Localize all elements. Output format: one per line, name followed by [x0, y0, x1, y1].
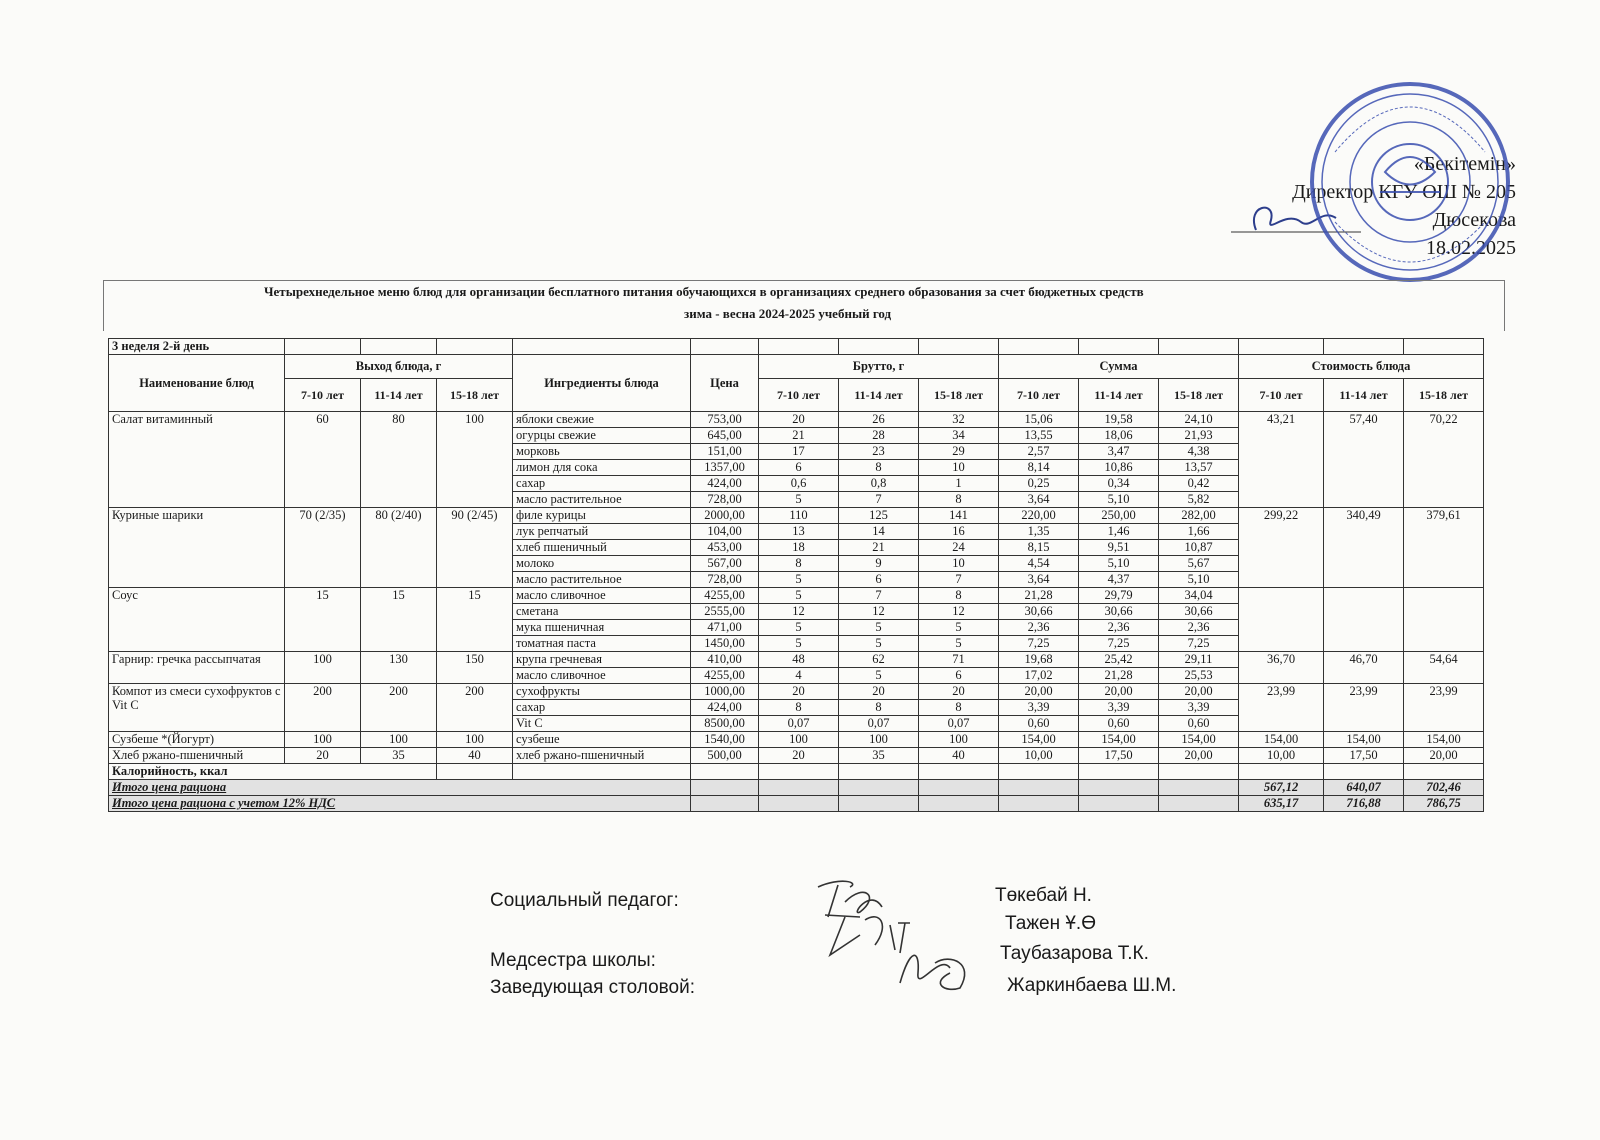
- sum-cell: 2,36: [1079, 620, 1159, 636]
- brutto-cell: 71: [919, 652, 999, 668]
- yield-cell: 60: [285, 412, 361, 508]
- header-age: 15-18 лет: [437, 379, 513, 412]
- social-pedagog-name2: Тажен Ұ.Ө: [1005, 913, 1096, 934]
- table-row: [109, 588, 1484, 604]
- header-ages-row: [109, 379, 1484, 412]
- header-age: 11-14 лет: [1324, 379, 1404, 412]
- yield-cell: 200: [437, 684, 513, 732]
- sum-cell: 10,86: [1079, 460, 1159, 476]
- ingredient-cell: лимон для сока: [513, 460, 691, 476]
- week-day-row: [109, 339, 1484, 355]
- calories-row: [109, 764, 1484, 780]
- sum-cell: 2,36: [999, 620, 1079, 636]
- brutto-cell: 24: [919, 540, 999, 556]
- yield-cell: 90 (2/45): [437, 508, 513, 588]
- total-value: 567,12: [1239, 780, 1324, 796]
- header-row: [109, 355, 1484, 379]
- brutto-cell: 14: [839, 524, 919, 540]
- sum-cell: 4,38: [1159, 444, 1239, 460]
- sum-cell: 154,00: [1079, 732, 1159, 748]
- sum-cell: 1,35: [999, 524, 1079, 540]
- brutto-cell: 100: [919, 732, 999, 748]
- header-yield: Выход блюда, г: [285, 355, 513, 379]
- brutto-cell: 8: [839, 700, 919, 716]
- price-cell: 753,00: [691, 412, 759, 428]
- brutto-cell: 62: [839, 652, 919, 668]
- brutto-cell: 6: [919, 668, 999, 684]
- total-value: 702,46: [1404, 780, 1484, 796]
- sum-cell: 4,37: [1079, 572, 1159, 588]
- ingredient-cell: огурцы свежие: [513, 428, 691, 444]
- sum-cell: 2,57: [999, 444, 1079, 460]
- sum-cell: 154,00: [999, 732, 1079, 748]
- title-line1: Четырехнедельное меню блюд для организации бесплатного питания обучающихся в организациях среднего образования за счет бюджетных средств: [264, 284, 1144, 299]
- sum-cell: 8,15: [999, 540, 1079, 556]
- sum-cell: 7,25: [999, 636, 1079, 652]
- cost-cell: 154,00: [1404, 732, 1484, 748]
- yield-cell: 200: [285, 684, 361, 732]
- brutto-cell: 6: [839, 572, 919, 588]
- sum-cell: 19,58: [1079, 412, 1159, 428]
- cost-cell: 57,40: [1324, 412, 1404, 508]
- header-age: 11-14 лет: [1079, 379, 1159, 412]
- brutto-cell: 5: [759, 636, 839, 652]
- sum-cell: 3,39: [1159, 700, 1239, 716]
- price-cell: 2000,00: [691, 508, 759, 524]
- brutto-cell: 20: [919, 684, 999, 700]
- sum-cell: 4,54: [999, 556, 1079, 572]
- price-cell: 500,00: [691, 748, 759, 764]
- approval-line1: «Бекітемін»: [1413, 153, 1516, 175]
- yield-cell: 130: [361, 652, 437, 684]
- cost-cell: [1239, 588, 1324, 652]
- sum-cell: 20,00: [1159, 684, 1239, 700]
- dish-name-cell: Компот из смеси сухофруктов с Vit C: [109, 684, 285, 732]
- brutto-cell: 4: [759, 668, 839, 684]
- brutto-cell: 13: [759, 524, 839, 540]
- dish-name-cell: Сузбеше *(Йогурт): [109, 732, 285, 748]
- cost-cell: 23,99: [1324, 684, 1404, 732]
- sum-cell: 1,46: [1079, 524, 1159, 540]
- header-age: 7-10 лет: [759, 379, 839, 412]
- sum-cell: 3,64: [999, 492, 1079, 508]
- cost-cell: 10,00: [1239, 748, 1324, 764]
- sum-cell: 20,00: [999, 684, 1079, 700]
- cost-cell: 23,99: [1404, 684, 1484, 732]
- total-vat-value: 635,17: [1239, 796, 1324, 812]
- sum-cell: 3,39: [1079, 700, 1159, 716]
- school-seal-stamp: [1305, 72, 1515, 292]
- table-row: [109, 652, 1484, 668]
- sum-cell: 30,66: [999, 604, 1079, 620]
- price-cell: 645,00: [691, 428, 759, 444]
- sum-cell: 8,14: [999, 460, 1079, 476]
- price-cell: 1357,00: [691, 460, 759, 476]
- sum-cell: 0,60: [1079, 716, 1159, 732]
- header-age: 15-18 лет: [1404, 379, 1484, 412]
- brutto-cell: 8: [919, 588, 999, 604]
- brutto-cell: 5: [919, 620, 999, 636]
- sum-cell: 9,51: [1079, 540, 1159, 556]
- brutto-cell: 5: [759, 588, 839, 604]
- cost-cell: 23,99: [1239, 684, 1324, 732]
- sum-cell: 30,66: [1079, 604, 1159, 620]
- sum-cell: 5,10: [1159, 572, 1239, 588]
- brutto-cell: 1: [919, 476, 999, 492]
- title-line2: зима - весна 2024-2025 учебный год: [684, 306, 892, 321]
- price-cell: 2555,00: [691, 604, 759, 620]
- brutto-cell: 40: [919, 748, 999, 764]
- brutto-cell: 100: [759, 732, 839, 748]
- brutto-cell: 6: [759, 460, 839, 476]
- cost-cell: 299,22: [1239, 508, 1324, 588]
- sum-cell: 21,28: [999, 588, 1079, 604]
- ingredient-cell: лук репчатый: [513, 524, 691, 540]
- sum-cell: 29,79: [1079, 588, 1159, 604]
- dish-name-cell: Хлеб ржано-пшеничный: [109, 748, 285, 764]
- sum-cell: 0,60: [999, 716, 1079, 732]
- ingredient-cell: сахар: [513, 476, 691, 492]
- sum-cell: 5,10: [1079, 556, 1159, 572]
- brutto-cell: 5: [839, 668, 919, 684]
- cost-cell: 17,50: [1324, 748, 1404, 764]
- sum-cell: 1,66: [1159, 524, 1239, 540]
- brutto-cell: 9: [839, 556, 919, 572]
- brutto-cell: 10: [919, 556, 999, 572]
- approval-line3: Дюсекова: [1432, 209, 1516, 231]
- brutto-cell: 110: [759, 508, 839, 524]
- sum-cell: 10,00: [999, 748, 1079, 764]
- cost-cell: 340,49: [1324, 508, 1404, 588]
- ingredient-cell: хлеб пшеничный: [513, 540, 691, 556]
- approval-line2: Директор КГУ ОШ № 205: [1292, 181, 1516, 203]
- sum-cell: 3,47: [1079, 444, 1159, 460]
- ingredient-cell: томатная паста: [513, 636, 691, 652]
- dish-name-cell: Салат витаминный: [109, 412, 285, 508]
- week-day-label: 3 неделя 2-й день: [109, 339, 285, 355]
- price-cell: 728,00: [691, 492, 759, 508]
- ingredient-cell: масло сливочное: [513, 668, 691, 684]
- header-age: 11-14 лет: [839, 379, 919, 412]
- total-vat-label: Итого цена рациона с учетом 12% НДС: [109, 796, 691, 812]
- price-cell: 1450,00: [691, 636, 759, 652]
- header-age: 15-18 лет: [919, 379, 999, 412]
- dish-name-cell: Соус: [109, 588, 285, 652]
- header-brutto: Брутто, г: [759, 355, 999, 379]
- yield-cell: 100: [285, 652, 361, 684]
- canteen-label: Заведующая столовой:: [490, 977, 696, 998]
- cost-cell: 20,00: [1404, 748, 1484, 764]
- brutto-cell: 10: [919, 460, 999, 476]
- price-cell: 1000,00: [691, 684, 759, 700]
- sum-cell: 0,42: [1159, 476, 1239, 492]
- ingredient-cell: мука пшеничная: [513, 620, 691, 636]
- brutto-cell: 8: [839, 460, 919, 476]
- sum-cell: 34,04: [1159, 588, 1239, 604]
- cost-cell: 154,00: [1324, 732, 1404, 748]
- sum-cell: 250,00: [1079, 508, 1159, 524]
- header-dish: Наименование блюд: [109, 355, 285, 412]
- price-cell: 728,00: [691, 572, 759, 588]
- yield-cell: 40: [437, 748, 513, 764]
- cost-cell: 46,70: [1324, 652, 1404, 684]
- total-vat-value: 716,88: [1324, 796, 1404, 812]
- brutto-cell: 5: [759, 492, 839, 508]
- ingredient-cell: морковь: [513, 444, 691, 460]
- sum-cell: 5,82: [1159, 492, 1239, 508]
- ingredient-cell: хлеб ржано-пшеничный: [513, 748, 691, 764]
- sum-cell: 25,42: [1079, 652, 1159, 668]
- brutto-cell: 0,07: [759, 716, 839, 732]
- cost-cell: 379,61: [1404, 508, 1484, 588]
- ingredient-cell: Vit C: [513, 716, 691, 732]
- nurse-label: Медсестра школы:: [490, 950, 656, 971]
- ingredient-cell: яблоки свежие: [513, 412, 691, 428]
- nurse-name: Таубазарова Т.К.: [1000, 943, 1149, 964]
- brutto-cell: 20: [839, 684, 919, 700]
- brutto-cell: 8: [759, 556, 839, 572]
- cost-cell: 54,64: [1404, 652, 1484, 684]
- cost-cell: 70,22: [1404, 412, 1484, 508]
- brutto-cell: 35: [839, 748, 919, 764]
- total-vat-row: [109, 796, 1484, 812]
- brutto-cell: 29: [919, 444, 999, 460]
- brutto-cell: 141: [919, 508, 999, 524]
- total-vat-value: 786,75: [1404, 796, 1484, 812]
- ingredient-cell: масло сливочное: [513, 588, 691, 604]
- brutto-cell: 5: [839, 620, 919, 636]
- brutto-cell: 5: [919, 636, 999, 652]
- price-cell: 4255,00: [691, 668, 759, 684]
- sum-cell: 10,87: [1159, 540, 1239, 556]
- yield-cell: 20: [285, 748, 361, 764]
- brutto-cell: 8: [919, 492, 999, 508]
- brutto-cell: 20: [759, 748, 839, 764]
- header-cost: Стоимость блюда: [1239, 355, 1484, 379]
- price-cell: 151,00: [691, 444, 759, 460]
- price-cell: 471,00: [691, 620, 759, 636]
- brutto-cell: 21: [759, 428, 839, 444]
- header-sum: Сумма: [999, 355, 1239, 379]
- brutto-cell: 23: [839, 444, 919, 460]
- sum-cell: 13,57: [1159, 460, 1239, 476]
- yield-cell: 100: [285, 732, 361, 748]
- sum-cell: 7,25: [1079, 636, 1159, 652]
- brutto-cell: 17: [759, 444, 839, 460]
- sum-cell: 30,66: [1159, 604, 1239, 620]
- menu-table: [108, 338, 1484, 812]
- approval-line4: 18.02.2025: [1426, 237, 1516, 259]
- sum-cell: 17,02: [999, 668, 1079, 684]
- sum-cell: 0,34: [1079, 476, 1159, 492]
- sum-cell: 20,00: [1079, 684, 1159, 700]
- yield-cell: 80 (2/40): [361, 508, 437, 588]
- brutto-cell: 0,07: [839, 716, 919, 732]
- canteen-name: Жаркинбаева Ш.М.: [1007, 975, 1177, 996]
- table-row: [109, 684, 1484, 700]
- yield-cell: 15: [437, 588, 513, 652]
- sum-cell: 25,53: [1159, 668, 1239, 684]
- yield-cell: 150: [437, 652, 513, 684]
- brutto-cell: 0,6: [759, 476, 839, 492]
- ingredient-cell: филе курицы: [513, 508, 691, 524]
- cost-cell: 43,21: [1239, 412, 1324, 508]
- brutto-cell: 16: [919, 524, 999, 540]
- table-row: [109, 508, 1484, 524]
- price-cell: 424,00: [691, 700, 759, 716]
- sum-cell: 21,28: [1079, 668, 1159, 684]
- cost-cell: [1324, 588, 1404, 652]
- brutto-cell: 32: [919, 412, 999, 428]
- price-cell: 567,00: [691, 556, 759, 572]
- yield-cell: 100: [437, 412, 513, 508]
- brutto-cell: 12: [919, 604, 999, 620]
- dish-name-cell: Куриные шарики: [109, 508, 285, 588]
- ingredient-cell: молоко: [513, 556, 691, 572]
- price-cell: 104,00: [691, 524, 759, 540]
- ingredient-cell: масло растительное: [513, 492, 691, 508]
- brutto-cell: 8: [759, 700, 839, 716]
- brutto-cell: 7: [919, 572, 999, 588]
- price-cell: 8500,00: [691, 716, 759, 732]
- nurse-signature: [890, 943, 980, 998]
- sum-cell: 5,10: [1079, 492, 1159, 508]
- ingredient-cell: масло растительное: [513, 572, 691, 588]
- yield-cell: 100: [437, 732, 513, 748]
- sum-cell: 154,00: [1159, 732, 1239, 748]
- brutto-cell: 28: [839, 428, 919, 444]
- brutto-cell: 20: [759, 412, 839, 428]
- cost-cell: 36,70: [1239, 652, 1324, 684]
- sum-cell: 18,06: [1079, 428, 1159, 444]
- yield-cell: 15: [361, 588, 437, 652]
- brutto-cell: 8: [919, 700, 999, 716]
- dish-name-cell: Гарнир: гречка рассыпчатая: [109, 652, 285, 684]
- brutto-cell: 5: [839, 636, 919, 652]
- sum-cell: 13,55: [999, 428, 1079, 444]
- brutto-cell: 18: [759, 540, 839, 556]
- brutto-cell: 5: [759, 572, 839, 588]
- table-row: [109, 732, 1484, 748]
- sum-cell: 15,06: [999, 412, 1079, 428]
- brutto-cell: 48: [759, 652, 839, 668]
- brutto-cell: 7: [839, 588, 919, 604]
- brutto-cell: 7: [839, 492, 919, 508]
- signatures-block: [490, 885, 1250, 1005]
- ingredient-cell: сузбеше: [513, 732, 691, 748]
- sum-cell: 17,50: [1079, 748, 1159, 764]
- social-pedagog-label: Социальный педагог:: [490, 890, 679, 911]
- price-cell: 1540,00: [691, 732, 759, 748]
- sum-cell: 0,25: [999, 476, 1079, 492]
- brutto-cell: 12: [839, 604, 919, 620]
- total-row: [109, 780, 1484, 796]
- yield-cell: 15: [285, 588, 361, 652]
- brutto-cell: 0,07: [919, 716, 999, 732]
- sum-cell: 220,00: [999, 508, 1079, 524]
- price-cell: 410,00: [691, 652, 759, 668]
- brutto-cell: 20: [759, 684, 839, 700]
- header-age: 7-10 лет: [1239, 379, 1324, 412]
- sum-cell: 20,00: [1159, 748, 1239, 764]
- social-pedagog-name1: Төкебай Н.: [995, 885, 1092, 906]
- sum-cell: 21,93: [1159, 428, 1239, 444]
- calories-label: Калорийность, ккал: [109, 764, 437, 780]
- sum-cell: 19,68: [999, 652, 1079, 668]
- price-cell: 453,00: [691, 540, 759, 556]
- total-value: 640,07: [1324, 780, 1404, 796]
- sum-cell: 7,25: [1159, 636, 1239, 652]
- brutto-cell: 34: [919, 428, 999, 444]
- header-price: Цена: [691, 355, 759, 412]
- header-age: 7-10 лет: [285, 379, 361, 412]
- sum-cell: 0,60: [1159, 716, 1239, 732]
- yield-cell: 80: [361, 412, 437, 508]
- price-cell: 424,00: [691, 476, 759, 492]
- sum-cell: 3,39: [999, 700, 1079, 716]
- sum-cell: 282,00: [1159, 508, 1239, 524]
- cost-cell: [1404, 588, 1484, 652]
- yield-cell: 35: [361, 748, 437, 764]
- brutto-cell: 21: [839, 540, 919, 556]
- header-age: 15-18 лет: [1159, 379, 1239, 412]
- brutto-cell: 12: [759, 604, 839, 620]
- document-title: [103, 280, 1505, 331]
- total-label: Итого цена рациона: [109, 780, 691, 796]
- header-ingredients: Ингредиенты блюда: [513, 355, 691, 412]
- ingredient-cell: крупа гречневая: [513, 652, 691, 668]
- sum-cell: 2,36: [1159, 620, 1239, 636]
- yield-cell: 70 (2/35): [285, 508, 361, 588]
- brutto-cell: 26: [839, 412, 919, 428]
- table-row: [109, 748, 1484, 764]
- table-row: [109, 412, 1484, 428]
- yield-cell: 200: [361, 684, 437, 732]
- brutto-cell: 5: [759, 620, 839, 636]
- cost-cell: 154,00: [1239, 732, 1324, 748]
- sum-cell: 24,10: [1159, 412, 1239, 428]
- header-age: 7-10 лет: [999, 379, 1079, 412]
- sum-cell: 3,64: [999, 572, 1079, 588]
- header-age: 11-14 лет: [361, 379, 437, 412]
- sum-cell: 29,11: [1159, 652, 1239, 668]
- ingredient-cell: сахар: [513, 700, 691, 716]
- price-cell: 4255,00: [691, 588, 759, 604]
- yield-cell: 100: [361, 732, 437, 748]
- brutto-cell: 125: [839, 508, 919, 524]
- ingredient-cell: сухофрукты: [513, 684, 691, 700]
- brutto-cell: 0,8: [839, 476, 919, 492]
- sum-cell: 5,67: [1159, 556, 1239, 572]
- brutto-cell: 100: [839, 732, 919, 748]
- ingredient-cell: сметана: [513, 604, 691, 620]
